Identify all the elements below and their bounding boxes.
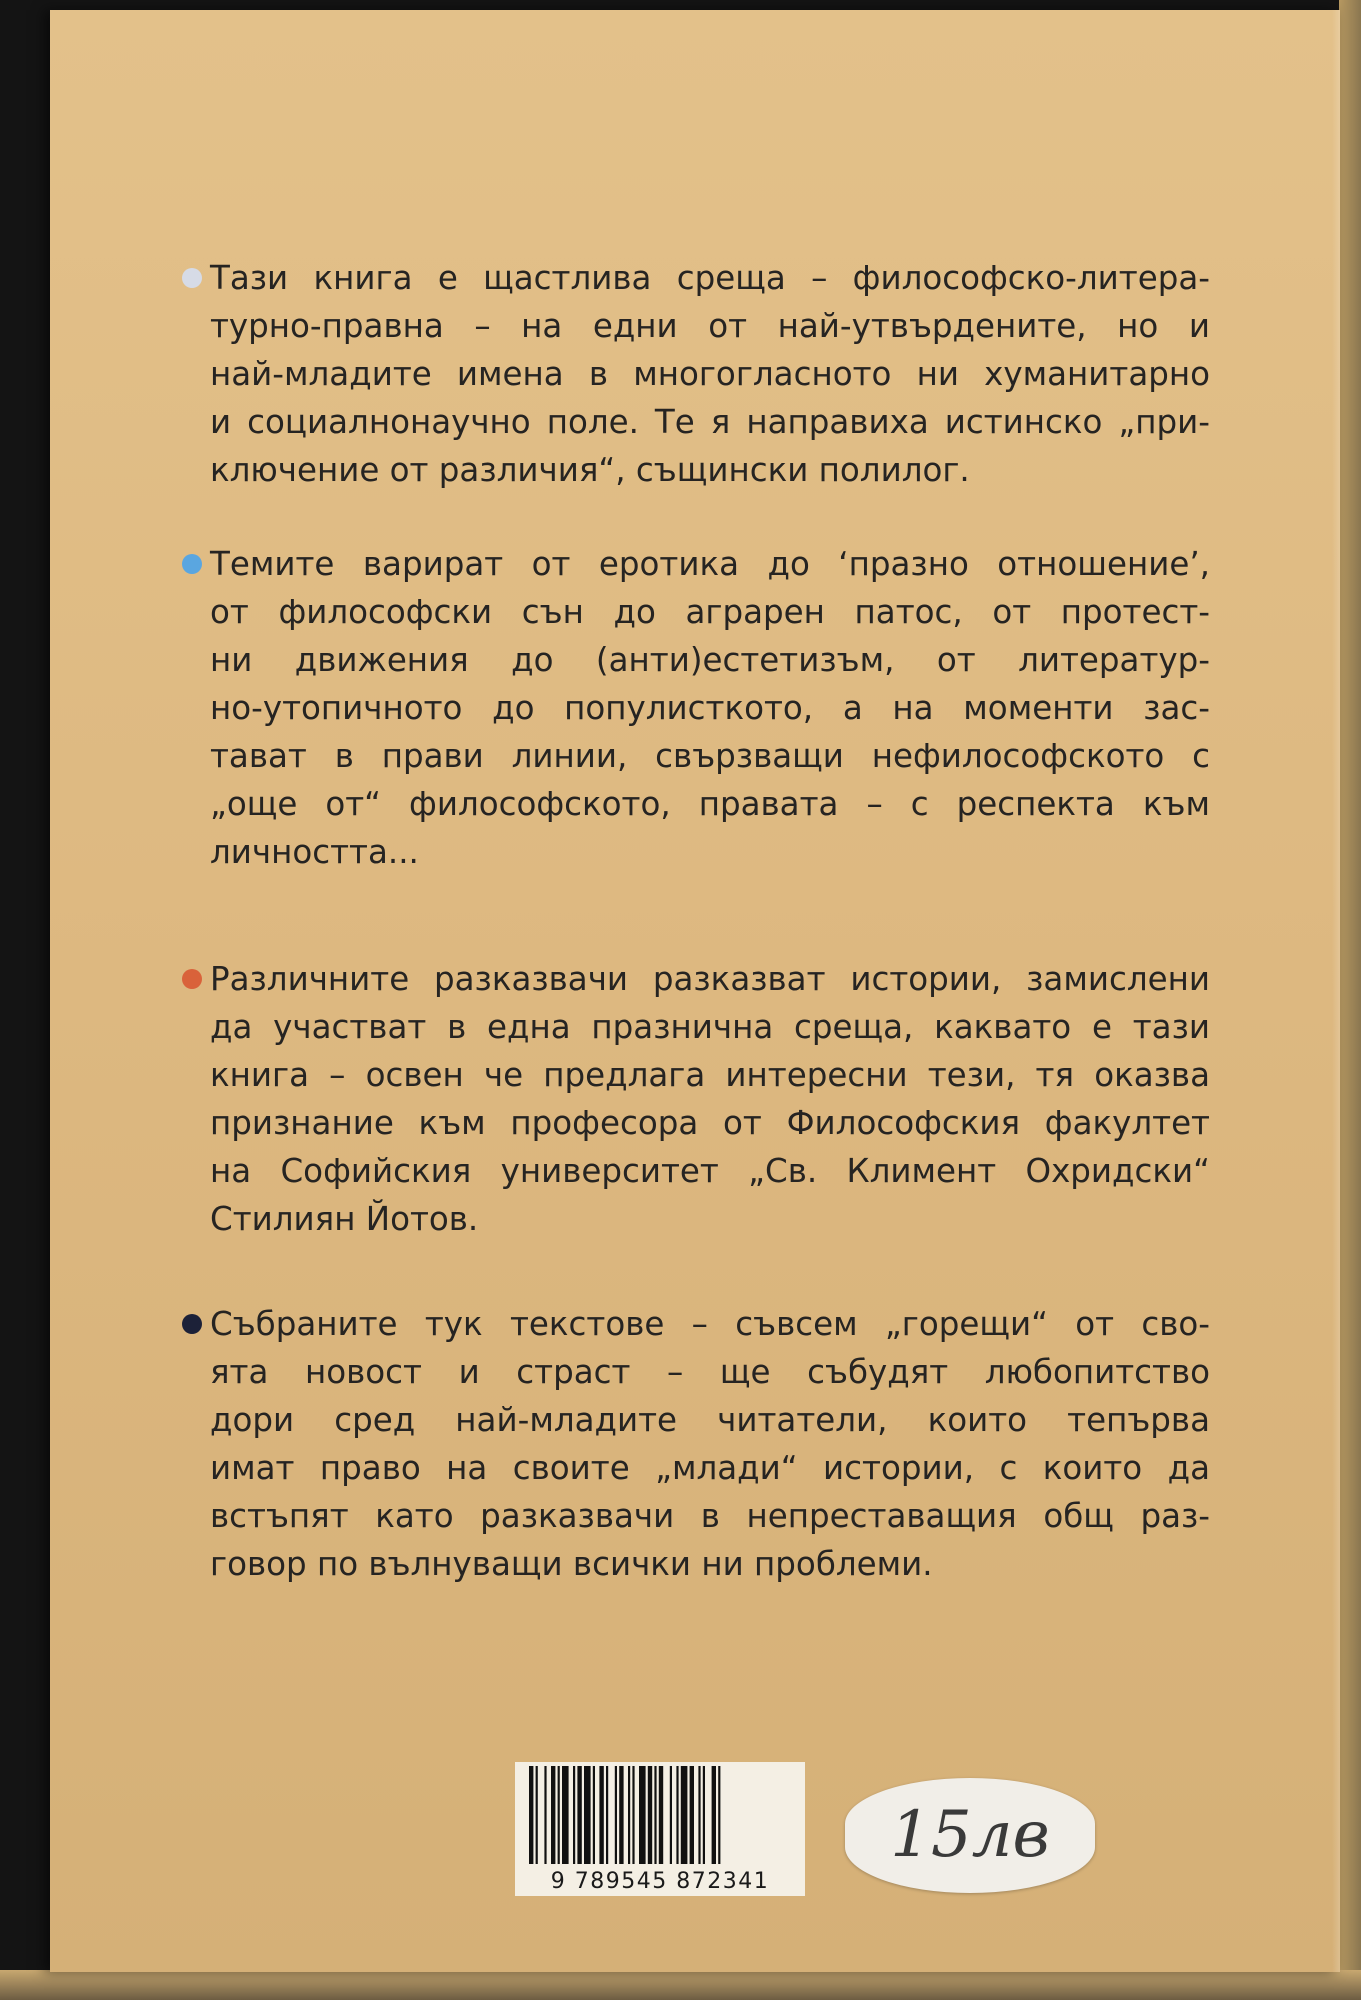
text-line: ята новост и страст – ще събудят любопитство: [210, 1353, 1210, 1391]
text-line: встъпят като разказвачи в непреставащия общ раз-: [210, 1497, 1210, 1535]
barcode-bar: [703, 1766, 705, 1864]
barcode-bar: [639, 1766, 646, 1864]
barcode-bars: [515, 1762, 805, 1868]
barcode-bar: [599, 1766, 603, 1864]
barcode-bar: [529, 1766, 533, 1864]
text-line: имат право на своите „млади“ истории, с които да: [210, 1449, 1210, 1487]
text-line: и социалнонаучно поле. Те я направиха истинско „при-: [210, 403, 1210, 441]
barcode-bar: [536, 1766, 538, 1864]
text-line: на Софийския университет „Св. Климент Охридски“: [210, 1152, 1210, 1190]
barcode-bar: [681, 1766, 688, 1864]
bullet-dot-light-blue: [182, 268, 202, 288]
barcode-bar: [659, 1766, 663, 1864]
text-line: от философски сън до аграрен патос, от протест-: [210, 593, 1210, 631]
text-line: турно-правна – на едни от най-утвърдените, но и: [210, 307, 1210, 345]
blurb-paragraph-1: [210, 254, 1210, 494]
barcode-bar: [558, 1766, 560, 1864]
blurb-paragraph-3: [210, 955, 1210, 1243]
price-sticker: [845, 1778, 1095, 1893]
text-line: ключение от различия“, същински полилог.: [210, 451, 970, 489]
table-surface: [0, 1970, 1361, 2000]
barcode-bar: [676, 1766, 678, 1864]
barcode-bar: [690, 1766, 694, 1864]
barcode-bar: [606, 1766, 608, 1864]
cover-edge: [1332, 10, 1340, 1972]
blurb-paragraph-2: [210, 540, 1210, 876]
bullet-dot-navy: [182, 1314, 202, 1334]
barcode-bar: [632, 1766, 634, 1864]
text-line: Темите варират от еротика до ‘празно отношение’,: [210, 545, 1210, 583]
blurb-paragraph-4: [210, 1300, 1210, 1588]
barcode-bar: [670, 1766, 672, 1864]
barcode-bar: [628, 1766, 630, 1864]
text-line: Различните разказвачи разказват истории, замислени: [210, 960, 1210, 998]
text-line: Събраните тук текстове – съвсем „горещи“ от сво-: [210, 1305, 1210, 1343]
barcode-bar: [577, 1766, 581, 1864]
barcode-bar: [562, 1766, 569, 1864]
barcode-bar: [584, 1766, 591, 1864]
text-line: дори сред най-младите читатели, които тепърва: [210, 1401, 1210, 1439]
book-back-cover: [50, 10, 1340, 1972]
barcode-bar: [619, 1766, 623, 1864]
barcode-bar: [648, 1766, 652, 1864]
barcode-bar: [593, 1766, 595, 1864]
text-line: говор по вълнуващи всички ни проблеми.: [210, 1545, 933, 1583]
barcode-bar: [615, 1766, 617, 1864]
barcode-bar: [551, 1766, 555, 1864]
text-line: признание към професора от Философския факултет: [210, 1104, 1210, 1142]
text-line: „още от“ философското, правата – с респекта към: [210, 785, 1210, 823]
price-label: 15лв: [890, 1798, 1050, 1872]
barcode-bar: [718, 1766, 720, 1864]
barcode-digits: 9 789545 872341: [550, 1869, 770, 1894]
text-line: личността...: [210, 833, 419, 871]
background-surface: [1339, 0, 1361, 2000]
text-line: Стилиян Йотов.: [210, 1200, 479, 1238]
text-line: да участват в една празнична среща, каквато е тази: [210, 1008, 1210, 1046]
text-line: Тази книга е щастлива среща – философско-литера-: [210, 259, 1210, 297]
bullet-dot-orange: [182, 969, 202, 989]
text-line: тават в прави линии, свързващи нефилософското с: [210, 737, 1210, 775]
text-line: книга – освен че предлага интересни тези, тя оказва: [210, 1056, 1210, 1094]
barcode-bar: [712, 1766, 716, 1864]
text-line: ни движения до (анти)естетизъм, от литератур-: [210, 641, 1210, 679]
barcode-bar: [544, 1766, 546, 1864]
bullet-dot-blue: [182, 554, 202, 574]
barcode-bar: [698, 1766, 700, 1864]
barcode-bar: [654, 1766, 656, 1864]
isbn-barcode: [515, 1762, 805, 1896]
barcode-bar: [573, 1766, 575, 1864]
text-line: най-младите имена в многогласното ни хуманитарно: [210, 355, 1210, 393]
text-line: но-утопичното до популисткото, а на моменти зас-: [210, 689, 1210, 727]
